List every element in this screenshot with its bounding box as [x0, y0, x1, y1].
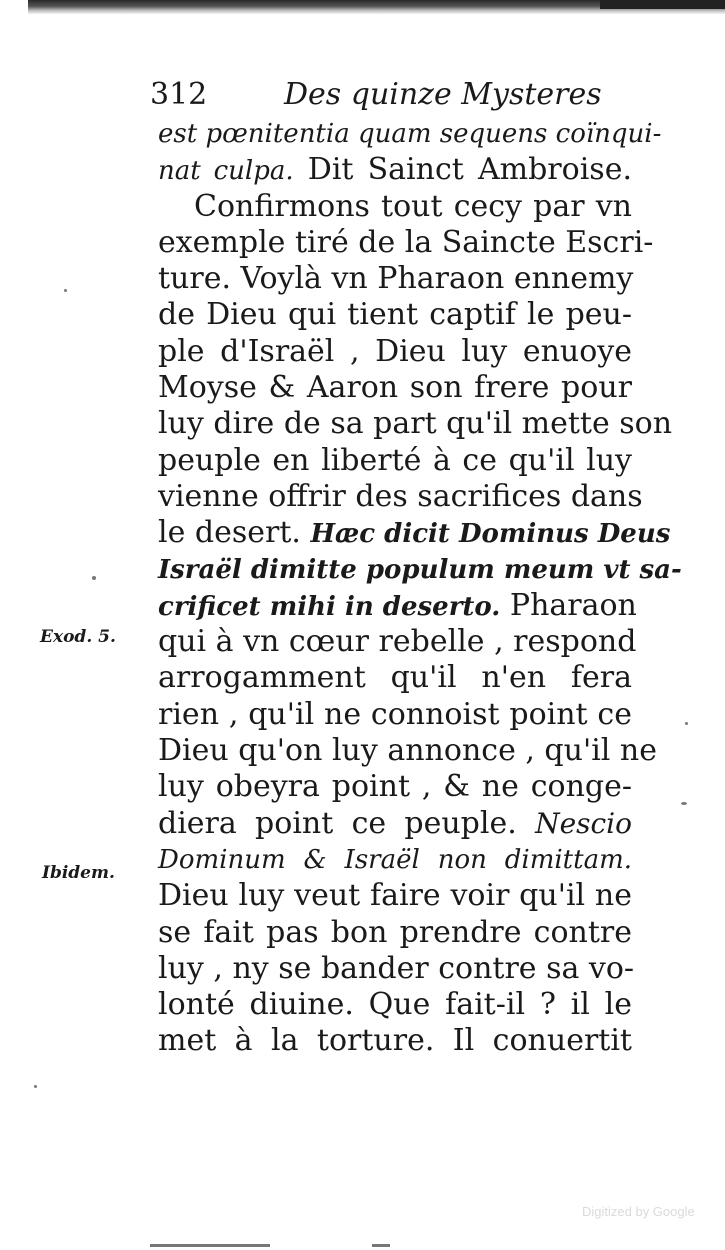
paper-speck: [34, 1085, 37, 1088]
page-header: [150, 78, 620, 112]
text-span: Pharaon: [500, 587, 637, 623]
text-span: diera point ce peuple.: [158, 805, 536, 841]
text-line: [158, 587, 637, 624]
latin-phrase: Nescio: [535, 806, 632, 840]
text-line: Dieu luy veut faire voir qu'il ne: [158, 878, 632, 914]
text-line: ture. Voylà vn Pharaon ennemy: [158, 261, 634, 297]
watermark: Digitized by Google: [582, 1204, 695, 1219]
text-line: rien , qu'il ne connoist point ce: [158, 696, 632, 732]
text-line: [158, 806, 632, 842]
paper-speck: [685, 722, 688, 725]
text-line: arrogamment qu'il n'en fera: [158, 660, 632, 696]
text-line: luy obeyra point , & ne conge-: [158, 769, 632, 805]
text-line: Dominum & Israël non dimittam.: [158, 844, 632, 875]
text-line: se fait pas bon prendre contre: [158, 914, 632, 950]
text-line: exemple tiré de la Saincte Escri-: [158, 224, 654, 260]
text-line: qui à vn cœur rebelle , respond: [158, 624, 637, 660]
text-span: le desert.: [158, 515, 311, 551]
paper-speck: [681, 802, 687, 805]
latin-phrase: nat culpa.: [158, 156, 294, 187]
scan-edge-mark: [150, 1244, 270, 1247]
text-line: lonté diuine. Que fait-il ? il le: [158, 987, 632, 1023]
text-line: [158, 152, 632, 188]
body-text: [158, 116, 682, 1060]
text-line: met à la torture. Il conuertit: [158, 1023, 632, 1059]
margin-note-ibidem: Ibidem.: [42, 863, 115, 883]
latin-phrase: crificet mihi in deserto.: [158, 591, 501, 622]
scan-edge-dark: [600, 0, 725, 9]
text-line: peuple en liberté à ce qu'il luy: [158, 442, 632, 478]
scan-edge-mark: [372, 1244, 390, 1247]
text-span: Dit Sainct Ambroise.: [293, 152, 632, 188]
page-number: 312: [150, 77, 208, 112]
text-line: Moyse & Aaron son frere pour: [158, 370, 632, 406]
text-line: Israël dimitte populum meum vt sa-: [158, 554, 682, 585]
text-line: ple d'Israël , Dieu luy enuoye: [158, 333, 632, 369]
text-line: de Dieu qui tient captif le peu-: [158, 297, 632, 333]
text-line: [158, 515, 671, 551]
margin-note-exodus: Exod. 5.: [40, 627, 116, 647]
text-line: Confirmons tout cecy par vn: [194, 188, 632, 224]
paper-speck: [64, 289, 67, 292]
paper-speck: [92, 576, 96, 580]
text-line: est pœnitentia quam sequens coïnqui-: [158, 119, 662, 149]
text-line: vienne offrir des sacrifices dans: [158, 478, 643, 514]
text-line: Dieu qu'on luy annonce , qu'il ne: [158, 733, 657, 769]
text-line: luy dire de sa part qu'il mette son: [158, 406, 673, 442]
latin-phrase: Hæc dicit Dominus Deus: [310, 519, 671, 550]
text-line: luy , ny se bander contre sa vo-: [158, 950, 635, 986]
running-title: Des quinze Mysteres: [284, 77, 602, 112]
